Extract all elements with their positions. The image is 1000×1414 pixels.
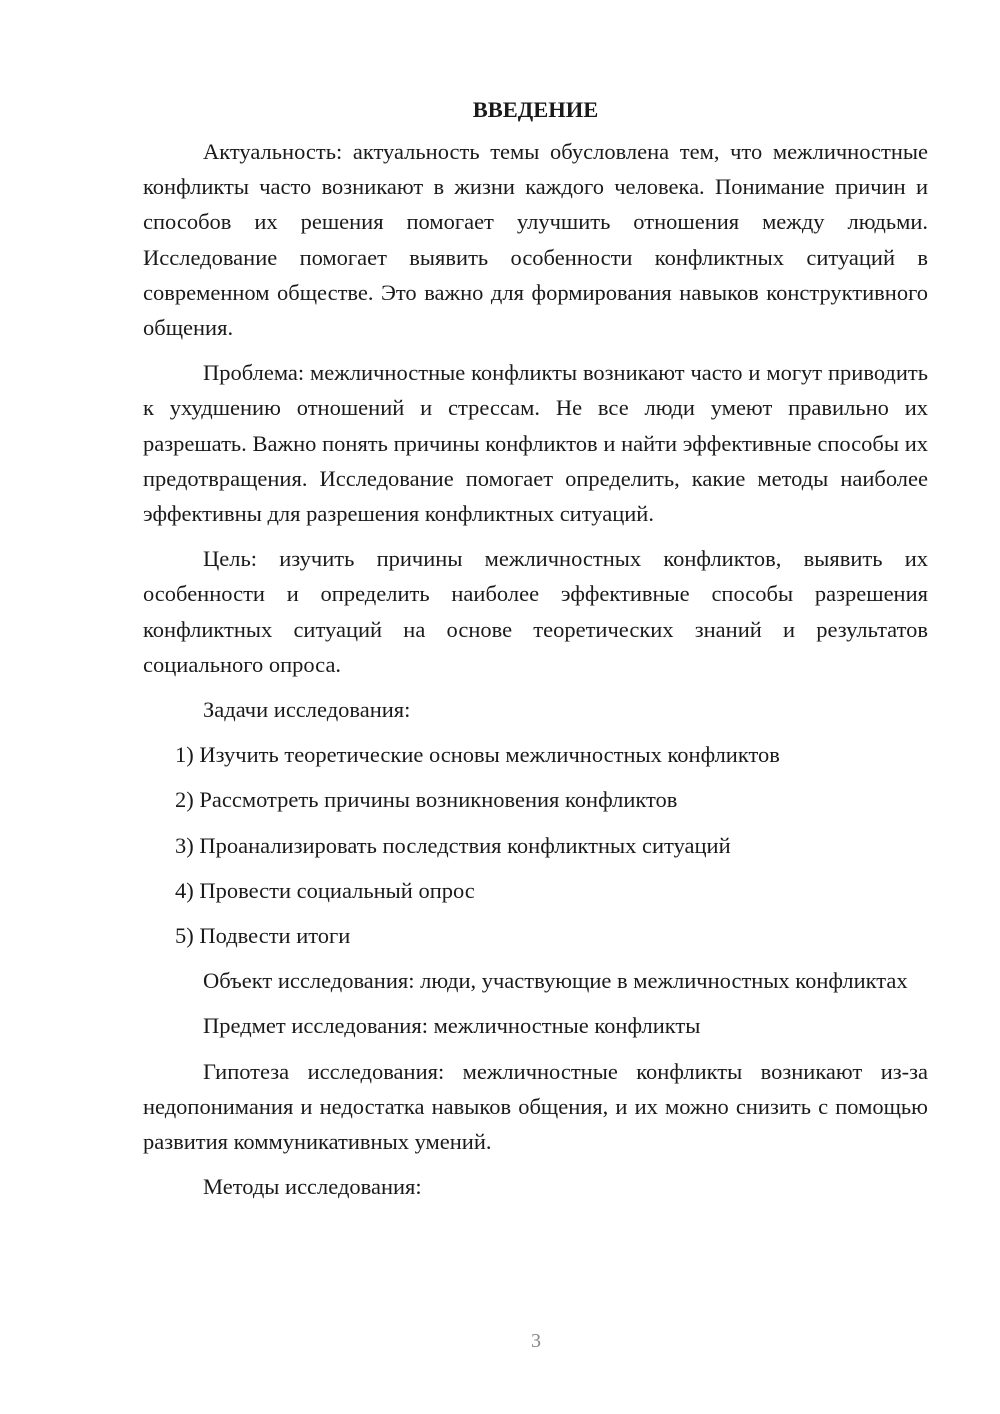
tasks-list — [143, 737, 928, 953]
task-item: 3) Проанализировать последствия конфликтных ситуаций — [175, 832, 731, 858]
subject-paragraph: Предмет исследования: межличностные конфликты — [203, 1013, 701, 1039]
methods-heading: Методы исследования: — [203, 1174, 422, 1200]
section-title: ВВЕДЕНИЕ — [472, 97, 599, 122]
relevance-paragraph: Актуальность: актуальность темы обусловлена тем, что межличностные конфликты часто возникают в жизни каждого человека. Понимание причин и способов их решения помогает улучшить отношения между людьми. Исследование помогает выявить особенности конфликтных ситуаций в современном обществе. Это важно для формирования навыков конструктивного общения. — [143, 139, 928, 341]
tasks-heading: Задачи исследования: — [203, 697, 411, 723]
hypothesis-paragraph: Гипотеза исследования: межличностные конфликты возникают из-за недопонимания и недостатка навыков общения, и их можно снизить с помощью развития коммуникативных умений. — [143, 1058, 928, 1155]
problem-paragraph: Проблема: межличностные конфликты возникают часто и могут приводить к ухудшению отношений и стрессам. Не все люди умеют правильно их разрешать. Важно понять причины конфликтов и найти эффективные способы их предотвращения. Исследование помогает определить, какие методы наиболее эффективны для разрешения конфликтных ситуаций. — [143, 360, 928, 527]
page-number: 3 — [531, 1330, 541, 1352]
object-paragraph: Объект исследования: люди, участвующие в межличностных конфликтах — [203, 968, 908, 994]
task-item: 2) Рассмотреть причины возникновения конфликтов — [175, 787, 678, 813]
task-item: 4) Провести социальный опрос — [175, 877, 475, 903]
document-page — [143, 92, 928, 1214]
task-item: 5) Подвести итоги — [175, 923, 351, 949]
task-item: 1) Изучить теоретические основы межличностных конфликтов — [175, 742, 780, 768]
goal-paragraph: Цель: изучить причины межличностных конфликтов, выявить их особенности и определить наиболее эффективные способы разрешения конфликтных ситуаций на основе теоретических знаний и результатов социального опроса. — [143, 546, 928, 677]
